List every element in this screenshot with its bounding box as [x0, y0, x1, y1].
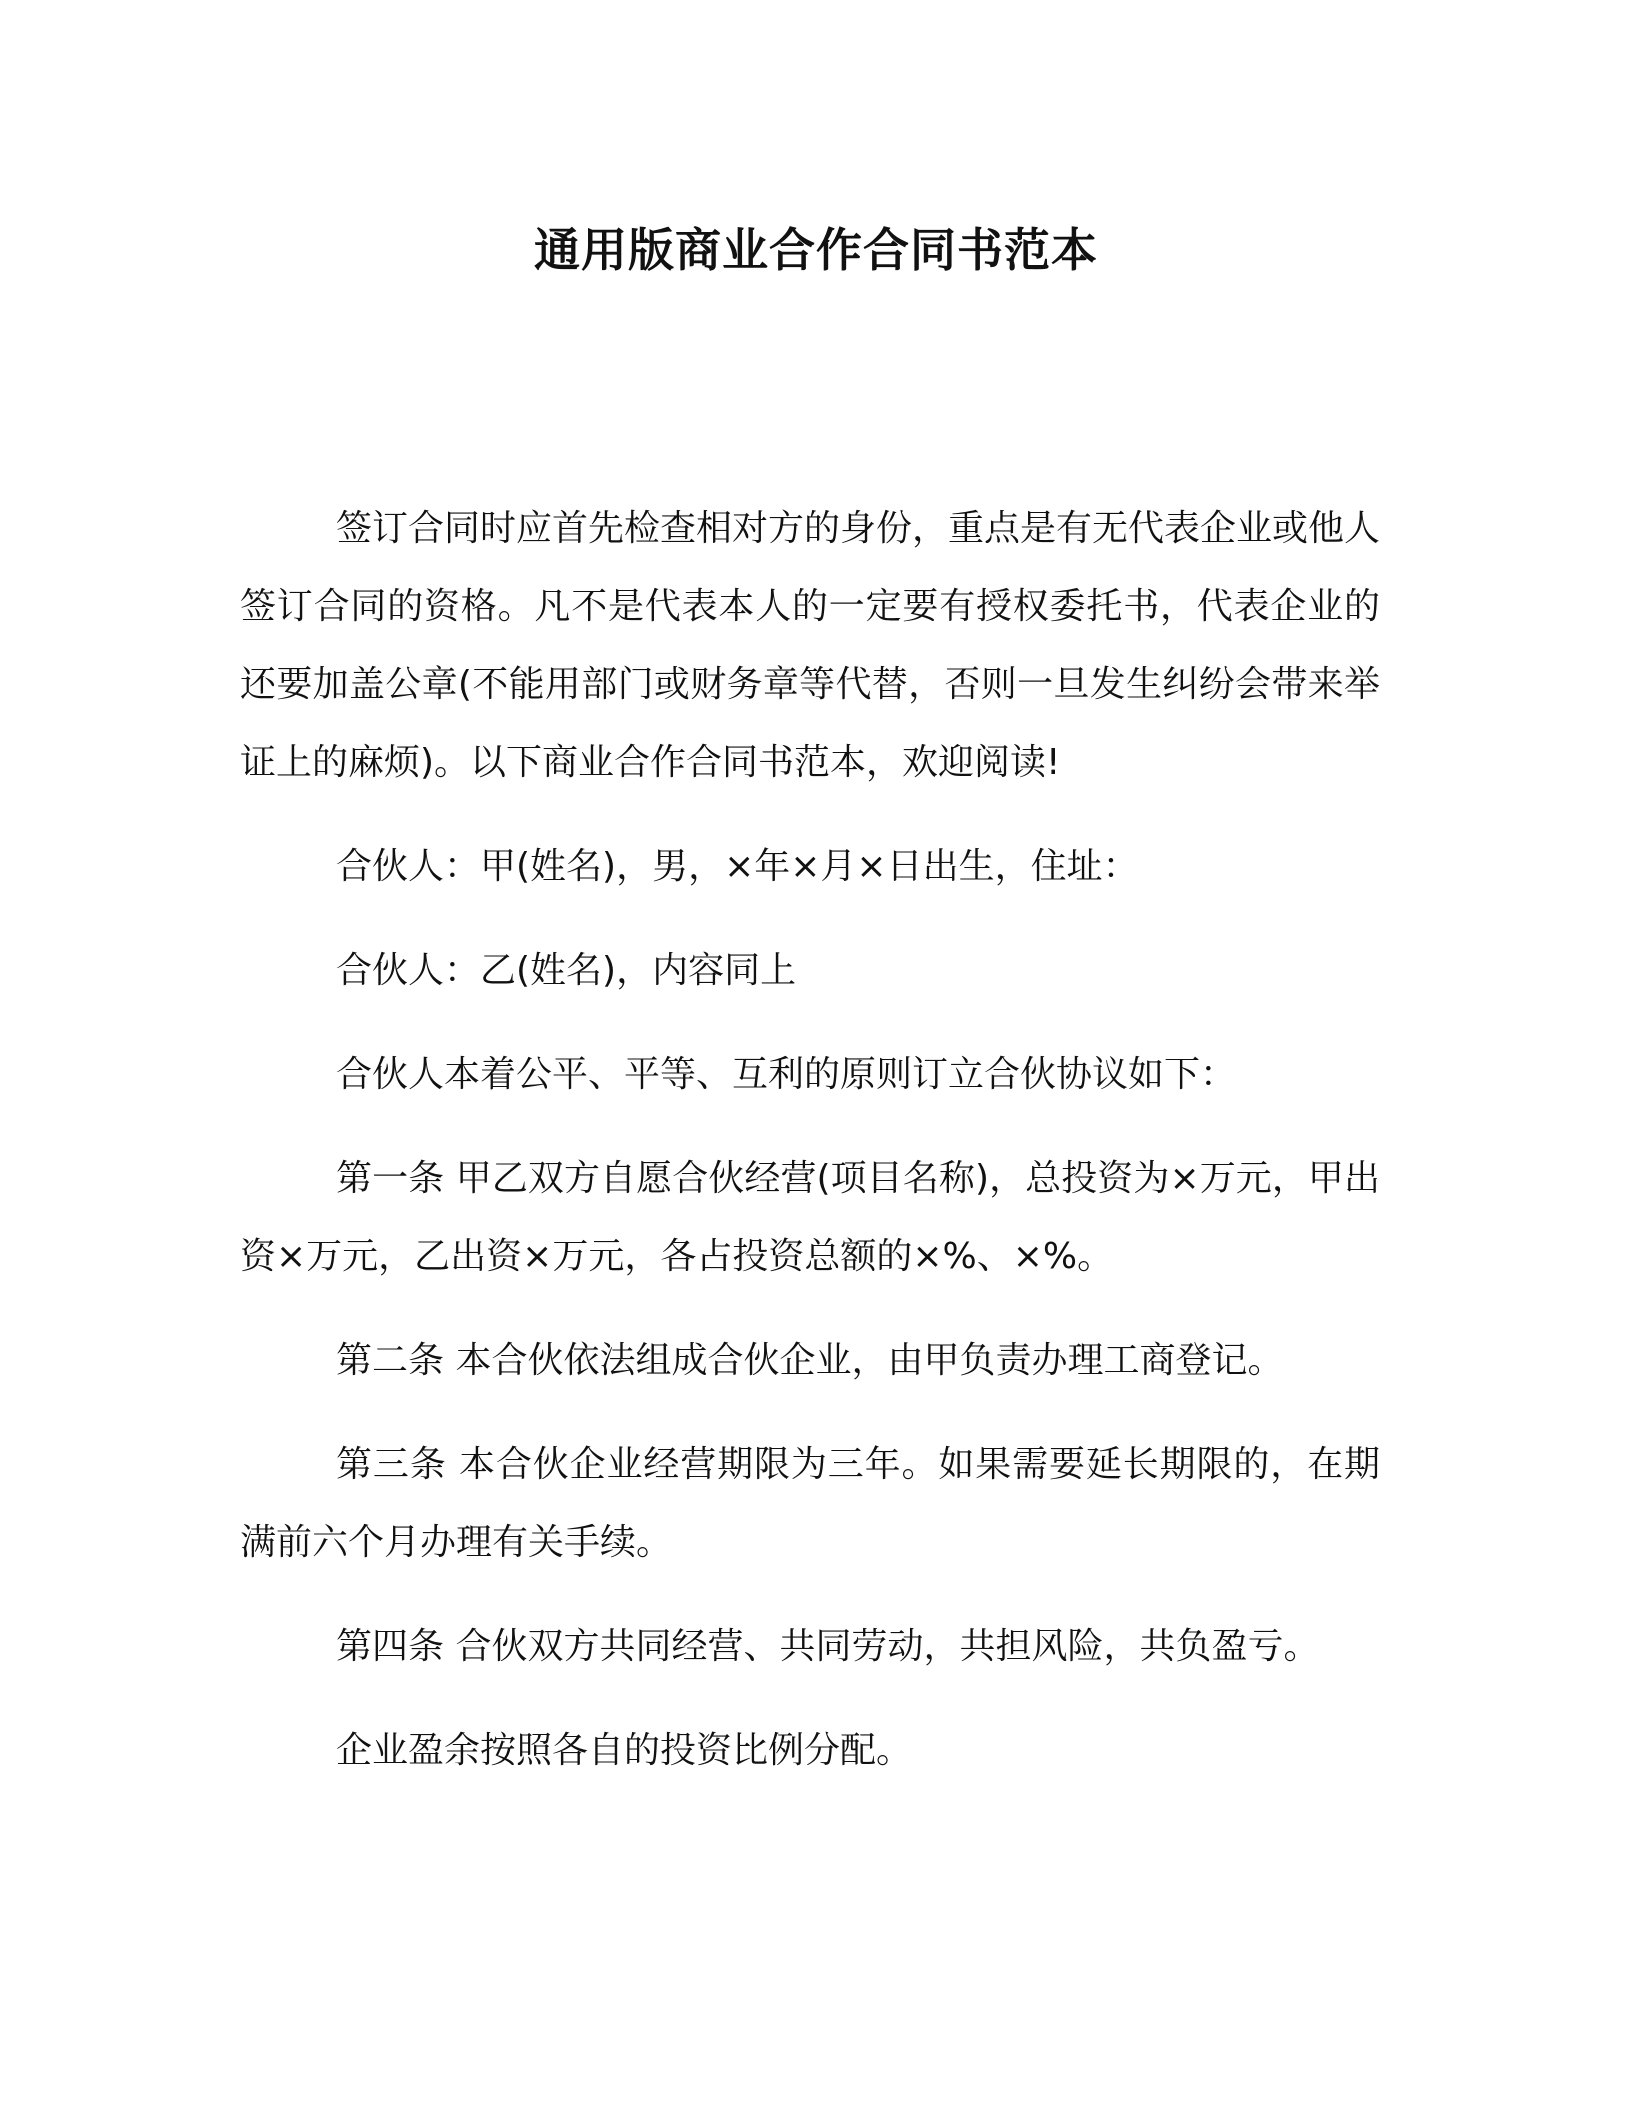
article-4-paragraph: 第四条 合伙双方共同经营、共同劳动，共担风险，共负盈亏。 — [336, 1626, 1320, 1667]
partner-b-paragraph: 合伙人：乙(姓名)，内容同上 — [336, 950, 797, 991]
partner-a-paragraph: 合伙人：甲(姓名)，男，×年×月×日出生，住址： — [336, 846, 1139, 887]
agreement-preamble-paragraph: 合伙人本着公平、平等、互利的原则订立合伙协议如下： — [336, 1054, 1237, 1095]
profit-distribution-paragraph: 企业盈余按照各自的投资比例分配。 — [336, 1730, 913, 1771]
article-3-paragraph: 第三条 本合伙企业经营期限为三年。如果需要延长期限的，在期满前六个月办理有关手续。 — [240, 1444, 1380, 1563]
intro-paragraph: 签订合同时应首先检查相对方的身份，重点是有无代表企业或他人签订合同的资格。凡不是代表本人的一定要有授权委托书，代表企业的还要加盖公章(不能用部门或财务章等代替，否则一旦发生纠纷会带来举证上的麻烦)。以下商业合作合同书范本，欢迎阅读! — [240, 508, 1381, 783]
document-title: 通用版商业合作合同书范本 — [534, 223, 1098, 277]
document-body — [240, 490, 1380, 1816]
article-1-paragraph: 第一条 甲乙双方自愿合伙经营(项目名称)，总投资为×万元，甲出资×万元，乙出资×万元，各占投资总额的×%、×%。 — [240, 1158, 1380, 1277]
article-2-paragraph: 第二条 本合伙依法组成合伙企业，由甲负责办理工商登记。 — [336, 1340, 1284, 1381]
